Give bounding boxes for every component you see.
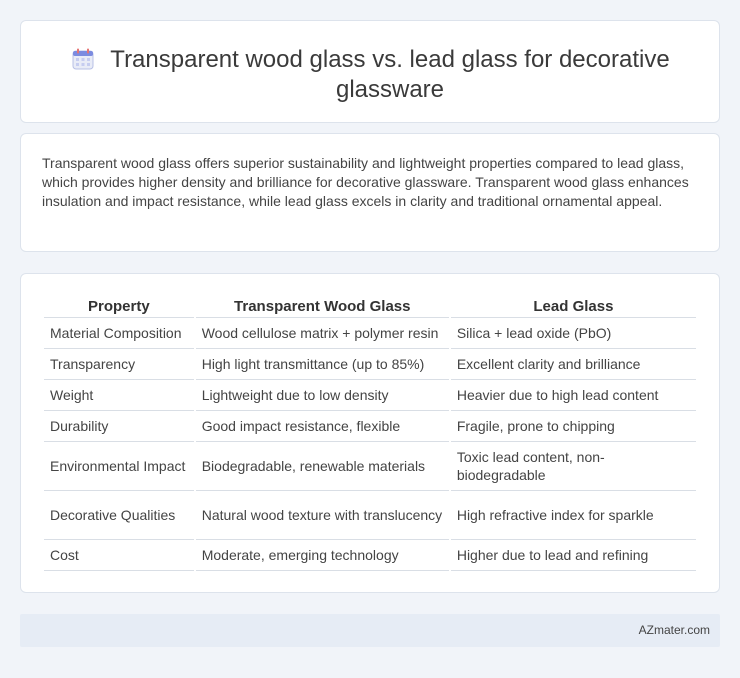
property-cell: Durability xyxy=(44,411,194,442)
table-row xyxy=(44,349,696,380)
comparison-table-card xyxy=(20,273,720,593)
table-row xyxy=(44,540,696,571)
property-cell: Transparency xyxy=(44,349,194,380)
wood-glass-cell: Wood cellulose matrix + polymer resin xyxy=(196,318,449,349)
table-row xyxy=(44,411,696,442)
lead-glass-cell: Heavier due to high lead content xyxy=(451,380,696,411)
comparison-table xyxy=(42,296,698,571)
title-card xyxy=(20,20,720,123)
lead-glass-cell: High refractive index for sparkle xyxy=(451,491,696,540)
property-cell: Environmental Impact xyxy=(44,442,194,491)
property-cell: Material Composition xyxy=(44,318,194,349)
table-row xyxy=(44,442,696,491)
property-cell: Cost xyxy=(44,540,194,571)
column-header-lead-glass: Lead Glass xyxy=(451,296,696,318)
wood-glass-cell: Natural wood texture with translucency xyxy=(196,491,449,540)
lead-glass-cell: Toxic lead content, non-biodegradable xyxy=(451,442,696,491)
summary-card xyxy=(20,133,720,252)
wood-glass-cell: Good impact resistance, flexible xyxy=(196,411,449,442)
table-row xyxy=(44,380,696,411)
wood-glass-cell: Moderate, emerging technology xyxy=(196,540,449,571)
summary-paragraph: Transparent wood glass offers superior sustainability and lightweight properties compared to lead glass, which provides higher density and brilliance for decorative glassware. Transparent wood glass enhances insulation and impact resistance, while lead glass excels in clarity and traditional ornamental appeal. xyxy=(42,155,689,209)
page-title: Transparent wood glass vs. lead glass for decorative glassware xyxy=(110,46,670,103)
lead-glass-cell: Fragile, prone to chipping xyxy=(451,411,696,442)
table-header-row xyxy=(44,296,696,318)
column-header-transparent-wood-glass: Transparent Wood Glass xyxy=(196,296,449,318)
footer-bar xyxy=(20,614,720,647)
wood-glass-cell: High light transmittance (up to 85%) xyxy=(196,349,449,380)
wood-glass-cell: Biodegradable, renewable materials xyxy=(196,442,449,491)
table-row xyxy=(44,318,696,349)
property-cell: Decorative Qualities xyxy=(44,491,194,540)
lead-glass-cell: Higher due to lead and refining xyxy=(451,540,696,571)
footer-brand-link[interactable]: AZmater.com xyxy=(638,623,710,637)
lead-glass-cell: Excellent clarity and brilliance xyxy=(451,349,696,380)
lead-glass-cell: Silica + lead oxide (PbO) xyxy=(451,318,696,349)
property-cell: Weight xyxy=(44,380,194,411)
wood-glass-cell: Lightweight due to low density xyxy=(196,380,449,411)
column-header-property: Property xyxy=(44,296,194,318)
table-row xyxy=(44,491,696,540)
